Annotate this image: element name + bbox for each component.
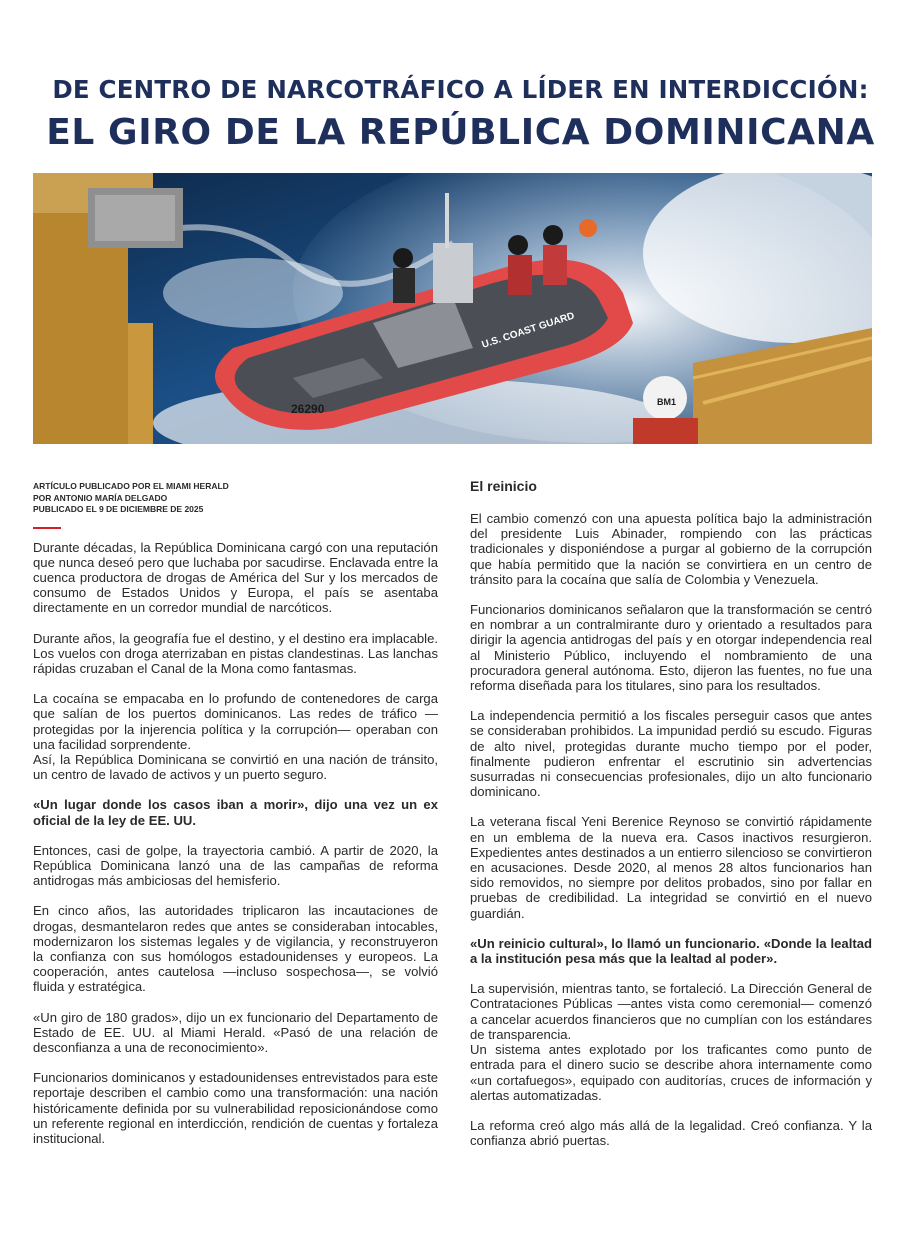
paragraph: Funcionarios dominicanos y estadounidenses entrevistados para este reportaje describen el cambio como una transformación: una nación históricamente definida por su vulnerabilidad reposicionándose como un referente regional en interdicción, rendición de cuentas y fortaleza institucional.	[33, 1070, 438, 1146]
pull-quote: «Un lugar donde los casos iban a morir», dijo una vez un ex oficial de la ley de EE. UU.	[33, 797, 438, 828]
paragraph: Entonces, casi de golpe, la trayectoria cambió. A partir de 2020, la República Dominicana lanzó una de las campañas de reforma antidrogas más ambiciosas del hemisferio.	[33, 842, 438, 889]
article-headline	[0, 74, 921, 156]
byline-source: ARTÍCULO PUBLICADO POR EL MIAMI HERALD	[33, 481, 229, 491]
boat-lettering: U.S. COAST GUARD	[480, 310, 576, 351]
paragraph: La independencia permitió a los fiscales perseguir casos que antes se consideraban prohibidos. La impunidad perdió su escudo. Figuras de alto nivel, protegidas durante mucho tiempo por el poder, finalmente pudieron enfrentar el escrutinio sin advertencias susurradas ni consecuencias profesionales, dijo un alto funcionario dominicano.	[470, 708, 872, 800]
paragraph: «Un giro de 180 grados», dijo un ex funcionario del Departamento de Estado de EE. UU. al Miami Herald. «Pasó de una relación de desconfianza a una de reconocimiento».	[33, 1009, 438, 1055]
paragraph: La veterana fiscal Yeni Berenice Reynoso se convirtió rápidamente en un emblema de la nueva era. Casos inactivos resurgieron. Expedientes antes destinados a un entierro silencioso se convirtieron en acusaciones. Desde 2020, al menos 28 altos funcionarios han sido removidos, no siempre por delitos probados, sino por fallar en pruebas de credibilidad. La integridad se convirtió en el nuevo guardián.	[470, 814, 872, 921]
headline-line-2: EL GIRO DE LA REPÚBLICA DOMINICANA	[46, 112, 875, 153]
paragraph: Durante años, la geografía fue el destino, y el destino era implacable. Los vuelos con droga aterrizaban en pistas clandestinas. Las lanchas rápidas cruzaban el Canal de la Mona como fantasmas.	[33, 630, 438, 676]
byline-date: PUBLICADO EL 9 DE DICIEMBRE DE 2025	[33, 504, 204, 514]
paragraph: En cinco años, las autoridades triplicaron las incautaciones de drogas, desmantelaron redes que antes se consideraban intocables, modernizaron los sistemas legales y de vigilancia, y reconstruyeron la confianza con sus homólogos estadounidenses y europeos. La cooperación, antes cautelosa —incluso sospechosa—, se volvió fluida y estratégica.	[33, 903, 438, 995]
left-column	[33, 481, 438, 1161]
paragraph: Funcionarios dominicanos señalaron que la transformación se centró en nombrar a un contralmirante duro y orientado a resultados para dirigir la agencia antidrogas del país y en otorgar independencia real al Ministerio Público, incluyendo el nombramiento de una procuradora general autónoma. Esto, dijeron las fuentes, no fue una reforma diseñada para los titulares, sino para los resultados.	[470, 602, 872, 694]
coast-guard-boat-photo	[33, 173, 872, 444]
hull-number: 26290	[291, 402, 325, 416]
helmet-lettering: BM1	[657, 397, 677, 407]
paragraph: La supervisión, mientras tanto, se fortaleció. La Dirección General de Contrataciones Públicas —antes vista como ceremonial— comenzó a cancelar acuerdos financieros que no cumplían con los estándares de transparencia.	[470, 981, 872, 1042]
paragraph: Durante décadas, la República Dominicana cargó con una reputación que nunca deseó pero que luchaba por sacudirse. Enclavada entre la cuenca productora de drogas de América del Sur y los mercados de consumo de Estados Unidos y Europa, el país se asentaba directamente en un corredor mundial de narcóticos.	[33, 539, 438, 616]
paragraph: La cocaína se empacaba en lo profundo de contenedores de carga que salían de los puertos dominicanos. Las redes de tráfico —protegidas por la injerencia política y la corrupción— operaban con una facilidad sorprendente.	[33, 691, 438, 752]
byline	[33, 481, 438, 516]
headline-line-1: DE CENTRO DE NARCOTRÁFICO A LÍDER EN INTERDICCIÓN:	[52, 75, 869, 104]
paragraph: Así, la República Dominicana se convirtió en una nación de tránsito, un centro de lavado de activos y un puerto seguro.	[33, 751, 438, 783]
pull-quote: «Un reinicio cultural», lo llamó un funcionario. «Donde la lealtad a la institución pesa más que la lealtad al poder».	[470, 935, 872, 967]
red-divider	[33, 527, 61, 529]
section-title: El reinicio	[470, 478, 537, 494]
paragraph: El cambio comenzó con una apuesta política bajo la administración del presidente Luis Abinader, rompiendo con las prácticas tradicionales y disponiéndose a purgar al gobierno de la corrupción que había permitido que la nación se convirtiera en un centro de tránsito para la cocaína que salía de Colombia y Venezuela.	[470, 511, 872, 587]
paragraph: La reforma creó algo más allá de la legalidad. Creó confianza. Y la confianza abrió puertas.	[470, 1117, 872, 1149]
paragraph: Un sistema antes explotado por los traficantes como punto de entrada para el dinero sucio se describe ahora internamente como «un cortafuegos», equipado con auditorías, cruces de información y alertas automatizadas.	[470, 1042, 872, 1103]
right-column	[470, 478, 872, 1163]
byline-author: POR ANTONIO MARÍA DELGADO	[33, 492, 168, 503]
